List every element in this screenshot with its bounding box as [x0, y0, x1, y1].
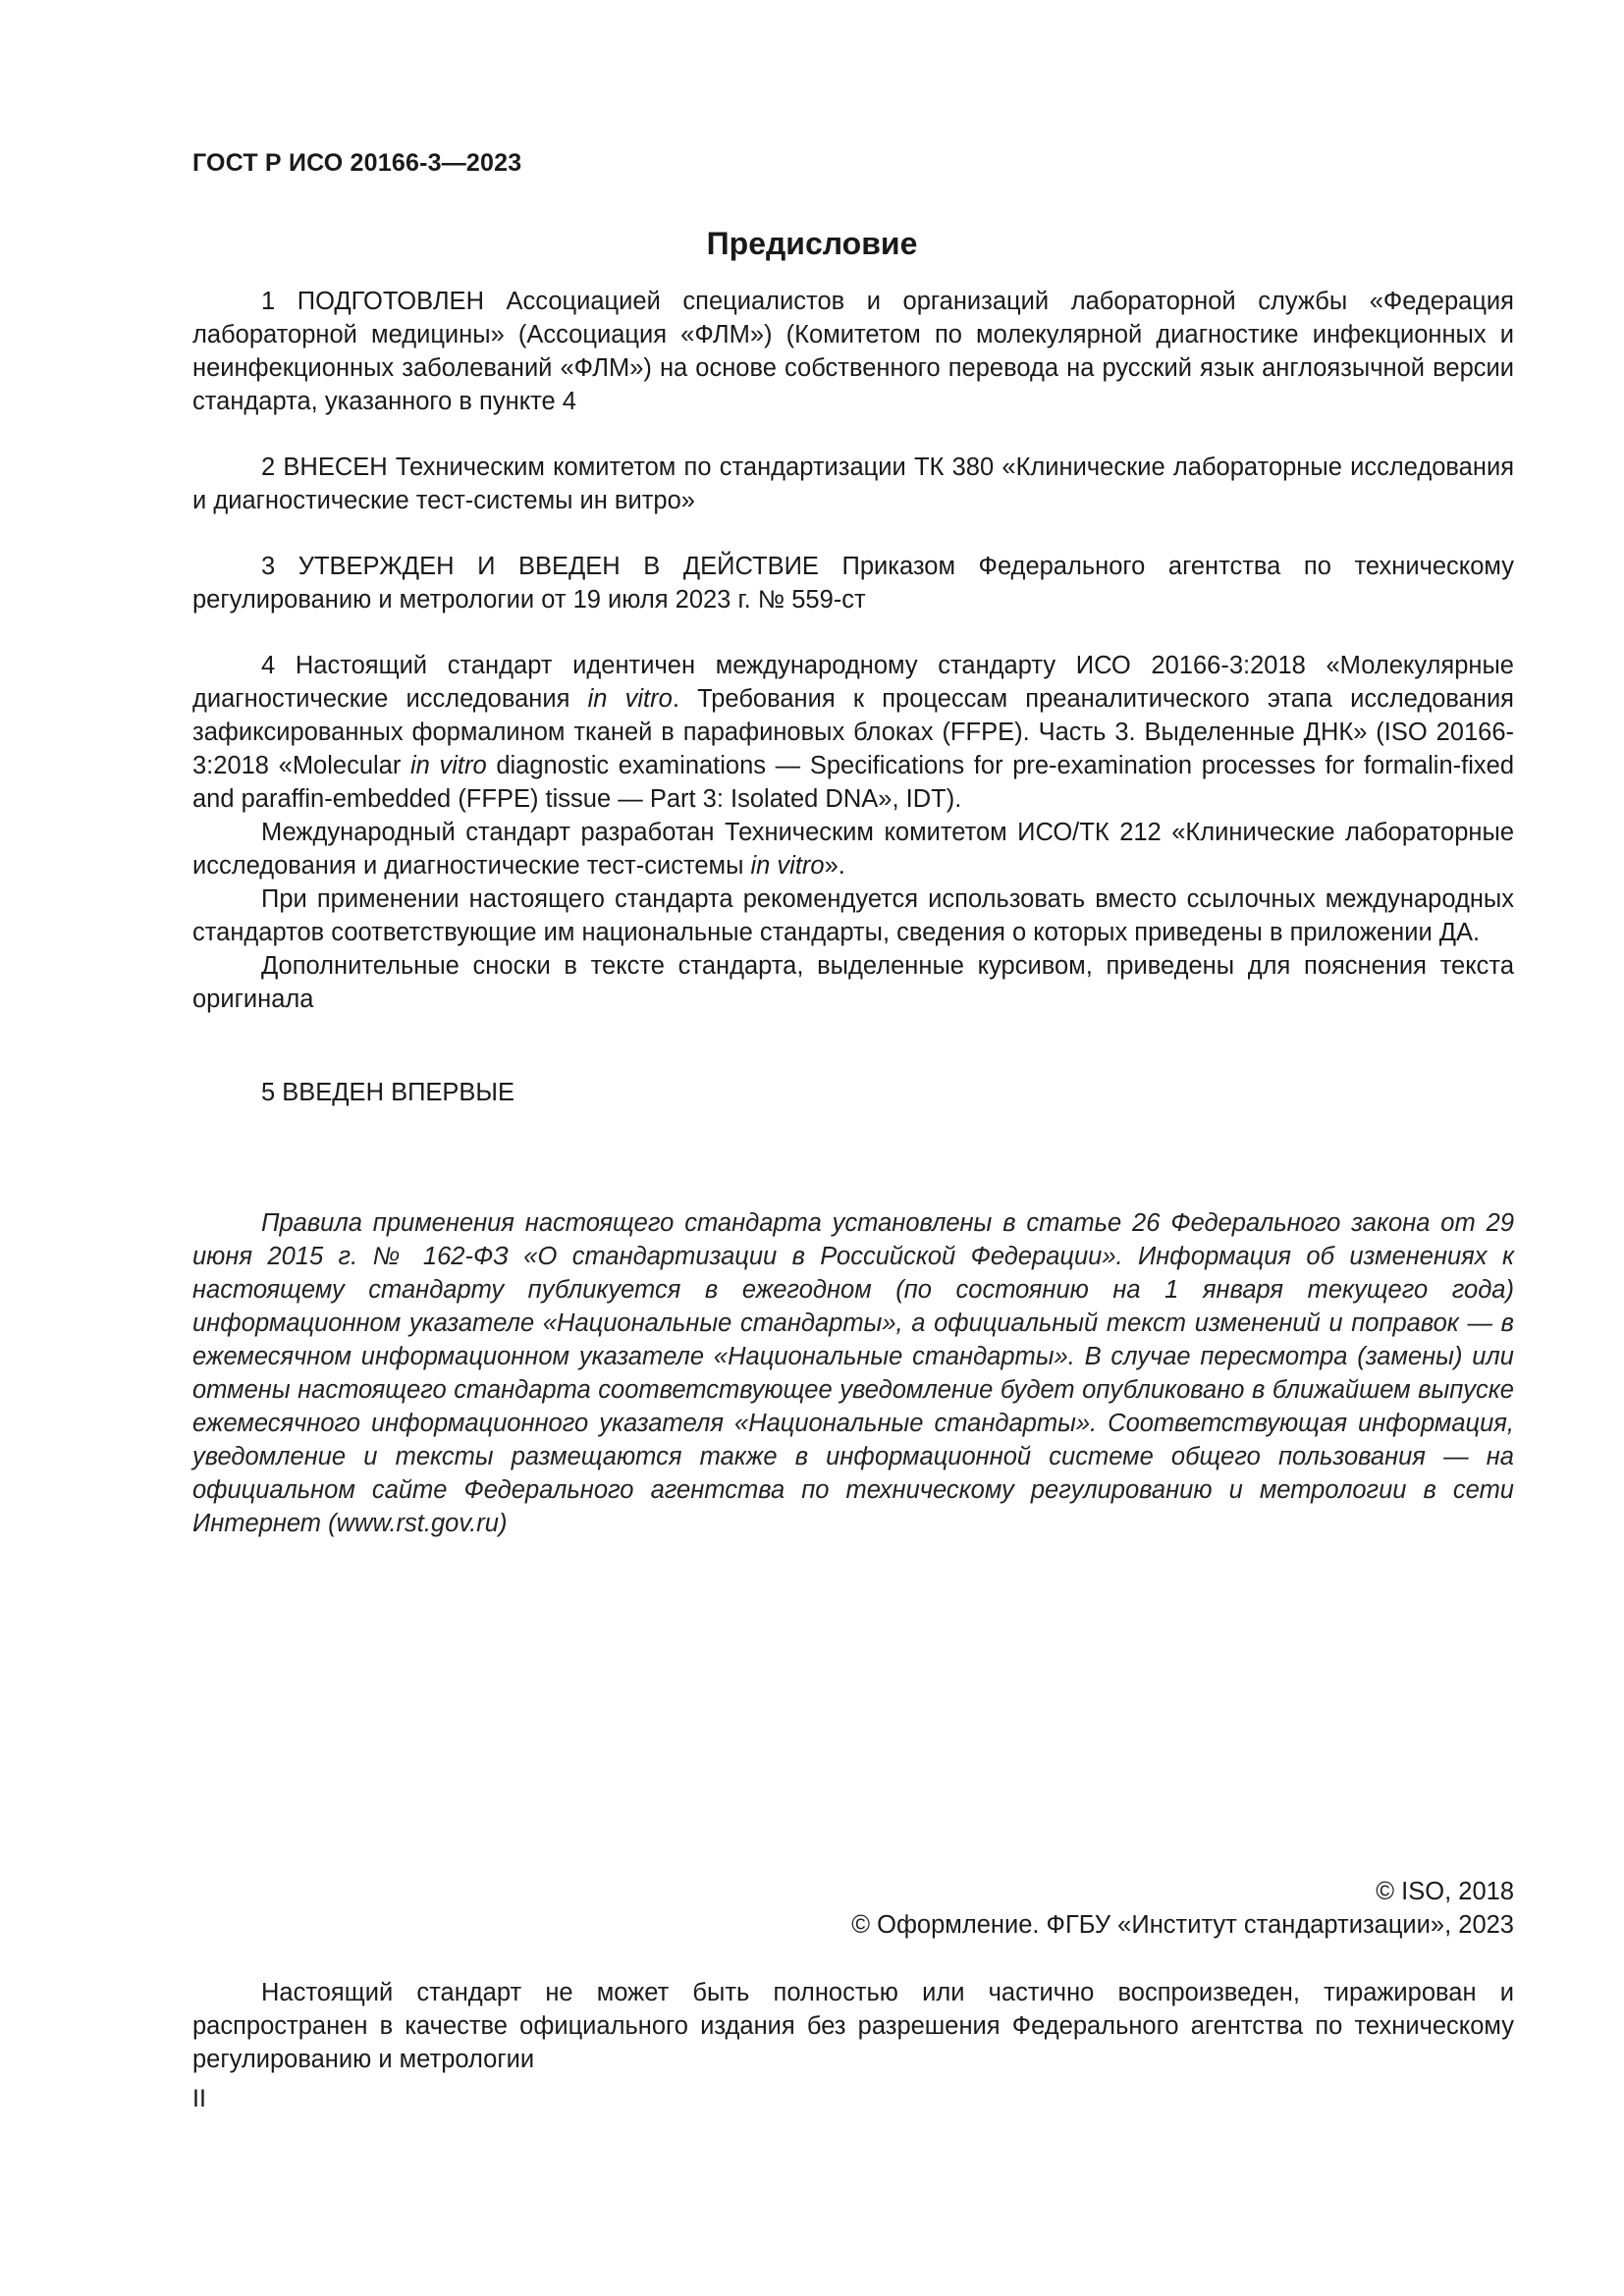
foreword-item-2 [192, 451, 1514, 517]
foreword-item-1-text: 1 ПОДГОТОВЛЕН Ассоциацией специалистов и организаций лабораторной службы «Федерация лабораторной медицины» (Ассоциация «ФЛМ») (Комитетом по молекулярной диагностике инфекционных и неинфекционных заболеваний «ФЛМ») на основе собственного перевода на русский язык англоязычной версии стандарта, указанного в пункте 4 [192, 288, 1514, 415]
foreword-item-3 [192, 550, 1514, 616]
foreword-item-4 [192, 649, 1514, 1016]
page-title: Предисловие [706, 226, 918, 261]
italic-segment: in vitro [587, 685, 673, 713]
text-segment: Международный стандарт разработан Техническим комитетом ИСО/ТК 212 «Клинические лабораторные исследования и диагностические тест-системы [192, 819, 1514, 880]
standard-code: ГОСТ Р ИСО 20166-3—2023 [192, 149, 522, 177]
foreword-item-4-paragraph-1 [192, 649, 1514, 816]
application-rules-notice: Правила применения настоящего стандарта установлены в статье 26 Федерального закона от 29 июня 2015 г. № 162-ФЗ «О стандартизации в Российской Федерации». Информация об изменениях к настоящему стандарту публикуется в ежегодном (по состоянию на 1 января текущего года) информационном указателе «Национальные стандарты», а официальный текст изменений и поправок — в ежемесячном информационном указателе «Национальные стандарты». В случае пересмотра (замены) или отмены настоящего стандарта соответствующее уведомление будет опубликовано в ближайшем выпуске ежемесячного информационного указателя «Национальные стандарты». Соответствующая информация, уведомление и тексты размещаются также в информационной системе общего пользования — на официальном сайте Федерального агентства по техническому регулированию и метрологии в сети Интернет (www.rst.gov.ru) [192, 1209, 1514, 1537]
foreword-item-3-text: 3 УТВЕРЖДЕН И ВВЕДЕН В ДЕЙСТВИЕ Приказом Федерального агентства по техническому регулированию и метрологии от 19 июля 2023 г. № 559-ст [192, 553, 1514, 614]
foreword-item-4-paragraph-4: Дополнительные сноски в тексте стандарта, выделенные курсивом, приведены для пояснения текста оригинала [192, 952, 1514, 1013]
text-segment: 4 Настоящий стандарт идентичен международному стандарту ИСО 20166-3:2018 «Молекулярные диагностические исследования [192, 652, 1514, 713]
italic-segment: in vitro [410, 752, 487, 779]
page-number: II [192, 2085, 206, 2112]
text-segment: ». [824, 852, 845, 880]
foreword-item-4-paragraph-2 [192, 816, 1514, 882]
copyright-block [851, 1875, 1514, 1942]
foreword-item-5 [192, 1076, 1514, 1109]
foreword-item-1 [192, 285, 1514, 418]
copyright-iso: © ISO, 2018 [1376, 1878, 1514, 1905]
foreword-item-4-paragraph-3: При применении настоящего стандарта рекомендуется использовать вместо ссылочных международных стандартов соответствующие им национальные стандарты, сведения о которых приведены в приложении ДА. [192, 885, 1514, 946]
reproduction-notice: Настоящий стандарт не может быть полностью или частично воспроизведен, тиражирован и распространен в качестве официального издания без разрешения Федерального агентства по техническому регулированию и метрологии [192, 1979, 1514, 2073]
copyright-design: © Оформление. ФГБУ «Институт стандартизации», 2023 [851, 1911, 1514, 1939]
text-segment: . Требования к процессам преаналитического этапа исследования зафиксированных формалином тканей в парафиновых блоках (FFPE). Часть 3. Выделенные ДНК» (ISO 20166-3:2018 «Molecular [192, 685, 1514, 779]
italic-segment: in vitro [750, 852, 825, 880]
text-segment: diagnostic examinations — Specifications for pre-examination processes for formalin-fixed and paraffin-embedded (FFPE) tissue — Part 3: Isolated DNA», IDT). [192, 752, 1515, 813]
foreword-item-2-text: 2 ВНЕСЕН Техническим комитетом по стандартизации ТК 380 «Клинические лабораторные исследования и диагностические тест-системы ин витро» [192, 454, 1514, 514]
foreword-item-5-text: 5 ВВЕДЕН ВПЕРВЫЕ [261, 1079, 515, 1106]
